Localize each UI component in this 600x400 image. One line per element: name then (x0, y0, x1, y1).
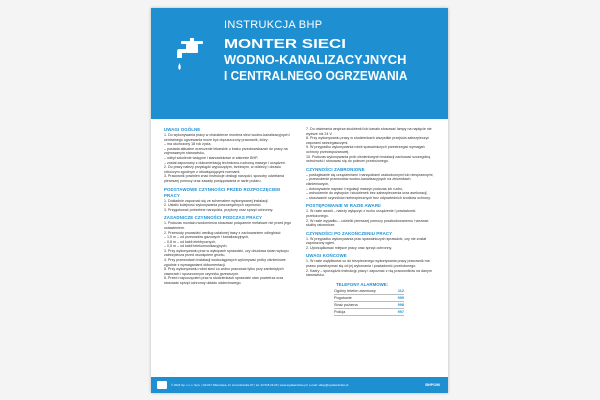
section-title: CZYNNOŚCI PO ZAKOŃCZENIU PRACY (306, 230, 393, 236)
phone-label: Straż pożarna (334, 302, 358, 307)
title-line: WODNO-KANALIZACYJNYCH (224, 53, 407, 67)
instruction-item: 2. Kadry – sporządzić instrukcję pracy i zapoznać z nią pracowników na danym stanowisku. (306, 268, 432, 278)
instruction-item: 3. Przy wykonywaniu prac w wykopach sprawdzić, czy obudowa ścian wykopu zabezpiecza przed osunięciem gruntu. (164, 248, 289, 258)
section-title: POSTĘPOWANIE W RAZIE AWARII (306, 203, 381, 209)
instruction-item: 1. Podczas montażu wodomierza stosować połączenie metalowe nie przed jego ustawieniem. (164, 221, 292, 230)
document-kicker: INSTRUKCJA BHP (224, 19, 323, 31)
phone-row (334, 302, 404, 309)
phone-row (334, 288, 404, 295)
water-tap-icon (177, 38, 207, 78)
instruction-item: 4. Przy przewodach instalacji wodociągowych wykonywać próby ciśnieniowe zgodnie z wymaganiami dokumentacji. (164, 258, 286, 267)
instruction-item: 10. Podczas wykonywania prób ciśnieniowych instalacji zachować szczególną ostrożność i stosować się do poleceń przełożonego. (306, 154, 431, 164)
phone-list (306, 288, 434, 316)
phone-label: Policja (334, 309, 346, 314)
header-banner (151, 8, 448, 119)
instruction-item: – stosowanie czynników niebezpiecznych bez odpowiednich środków ochrony. (306, 195, 431, 200)
instruction-item: – wchodzenie do wykopów i studzienek bez zabezpieczenia oraz asekuracji, (306, 191, 428, 196)
instruction-item: 5. Przy wykonywaniu robót sieci co wolno pracować tylko przy zamkniętych zaworach i spuszczonym czynniku grzewczym. (164, 267, 284, 276)
instruction-item: 2. Uporządkować miejsce pracy oraz sprzęt ochronny. (306, 245, 393, 250)
instruction-item: – przewożenie przewodów wodno-kanalizacyjnych na zbiornikach ciśnieniowych, (306, 177, 411, 186)
instruction-item: – posiada aktualne orzeczenie lekarskie o braku przeciwwskazań do pracy na zajmowanym stanowisku, (164, 146, 288, 156)
instruction-item: 7. Do otwierania wnętrza studzienki lub kanału stosować lampy na napięcie nie wyższe niż 24 V. (306, 127, 432, 136)
instruction-sheet (151, 8, 448, 393)
instruction-item: 1. W razie awarii – należy wyłączyć z ruchu urządzenie i powiadomić przełożonego. (306, 209, 416, 218)
phone-number: 112 (397, 288, 404, 293)
instruction-item: 1. W razie wątpliwości co do bezpiecznego wykonywania pracy pracownik ma prawo powstrzymać się od jej wykonania i powiadomić przełożonego. (306, 259, 430, 269)
instruction-item: 1. W przypadku wykonywania prac spawalniczych sprawdzić, czy nie został zaprószony ogień. (306, 236, 427, 246)
right-column-sections (306, 127, 434, 278)
section-title: ZASADNICZE CZYNNOŚCI PODCZAS PRACY (164, 215, 263, 221)
document-code: BHP/190 (425, 383, 440, 387)
phone-number: 997 (397, 309, 404, 314)
section-title: PODSTAWOWE CZYNNOŚCI PRZED ROZPOCZĘCIEM PRACY (164, 186, 281, 198)
phone-number: 999 (397, 295, 404, 300)
instruction-item: – 0,5 m – od kabli telekomunikacyjnych. (164, 244, 228, 249)
publisher-logo-icon (157, 381, 167, 389)
section-title: CZYNNOŚCI ZABRONIONE (306, 166, 365, 172)
instruction-item: 2. Do pracy należy przystąpić wypoczętym, trzeźwym, w odzieży i obuwiu roboczym zgodnym z obowiązującymi normami. (164, 165, 281, 174)
phones-title: TELEFONY ALARMOWE: (336, 281, 389, 287)
phone-row (334, 295, 404, 302)
document-title (224, 36, 439, 84)
section-title: UWAGI OGÓLNE (164, 127, 201, 132)
instruction-item: – odbył szkolenie wstępne i stanowiskowe w zakresie BHP, (164, 155, 259, 160)
title-line: MONTER SIECI (224, 37, 346, 51)
instruction-item: 2. Przewody prowadzić według ustalonej trasy z zachowaniem odległości: (164, 230, 282, 235)
instruction-item: – dokonywanie napraw i regulacji maszyn podczas ich ruchu, (306, 186, 404, 191)
footer-bar (151, 377, 448, 393)
instruction-item: 9. W przypadku wykonywania robót spawalniczych przestrzegać wymagań ochrony przeciwpożarowej. (306, 145, 425, 154)
instruction-item: – 0,8 m – od kabli elektrycznych, (164, 239, 217, 244)
section-title: UWAGI KOŃCOWE (306, 253, 347, 259)
instruction-item: 1. Do wykonywania pracy w charakterze montera sieci wodno-kanalizacyjnych i centralnego ogrzewania może być dopuszczony pracownik, który: (164, 133, 291, 142)
instruction-item: – ma ukończony 18 rok życia, (164, 142, 212, 147)
instruction-body (164, 127, 436, 373)
phone-label: Ogólny telefon alarmowy (334, 288, 376, 293)
instruction-item: 2. Ustalić kolejność wykonywania poszczególnych czynności. (164, 203, 262, 208)
instruction-item: 6. Przed rozpoczęciem prac w studzienkach sprawdzić stan powietrza oraz stosować sprzęt ochronny układu oddechowego. (164, 276, 284, 286)
instruction-item: 3. Przygotować potrzebne narzędzia, przybory oraz sprzęt ochronny. (164, 207, 274, 212)
instruction-item: 1. Dokładnie zapoznać się ze schematem wykonywanej instalacji. (164, 198, 269, 203)
title-line: I CENTRALNEGO OGRZEWANIA (224, 69, 408, 83)
instruction-item: – został zapoznany z dokumentacją techniczno-ruchową maszyn i urządzeń. (164, 160, 286, 165)
emergency-phones (306, 282, 434, 316)
right-column (306, 127, 434, 316)
phone-row (334, 309, 404, 316)
footer-text: © 2024 Sp. z o.o. Sp.k. | 02-017 Warszawa, Al. Jerozolimskie 97 | tel. 22 518 29 29 | www.wydawnictwo.pl | e-mail: sklep@wydawnictwo.pl (171, 383, 349, 387)
instruction-item: 8. Przy wykonywaniu pracy w studzienkach wszystkie przejścia zabezpieczyć zaporami ostrzegawczymi. (306, 136, 430, 145)
left-column (164, 127, 292, 286)
instruction-item: 2. W razie wypadku – udzielić pierwszej pomocy poszkodowanemu i wezwać służby ratownicze. (306, 218, 429, 228)
instruction-item: 3. Pracownik powinien znać instrukcje obsługi narzędzi, sposoby udzielania pierwszej pomocy oraz zasady postępowania w razie pożaru. (164, 174, 285, 183)
instruction-item: – posługiwanie się urządzeniami i narzędziami uszkodzonymi lub niesprawnymi, (306, 172, 434, 177)
instruction-item: – 1,5 m – od przewodów gazowych i kanalizacyjnych, (164, 235, 250, 240)
phone-number: 998 (397, 302, 404, 307)
phone-label: Pogotowie (334, 295, 352, 300)
